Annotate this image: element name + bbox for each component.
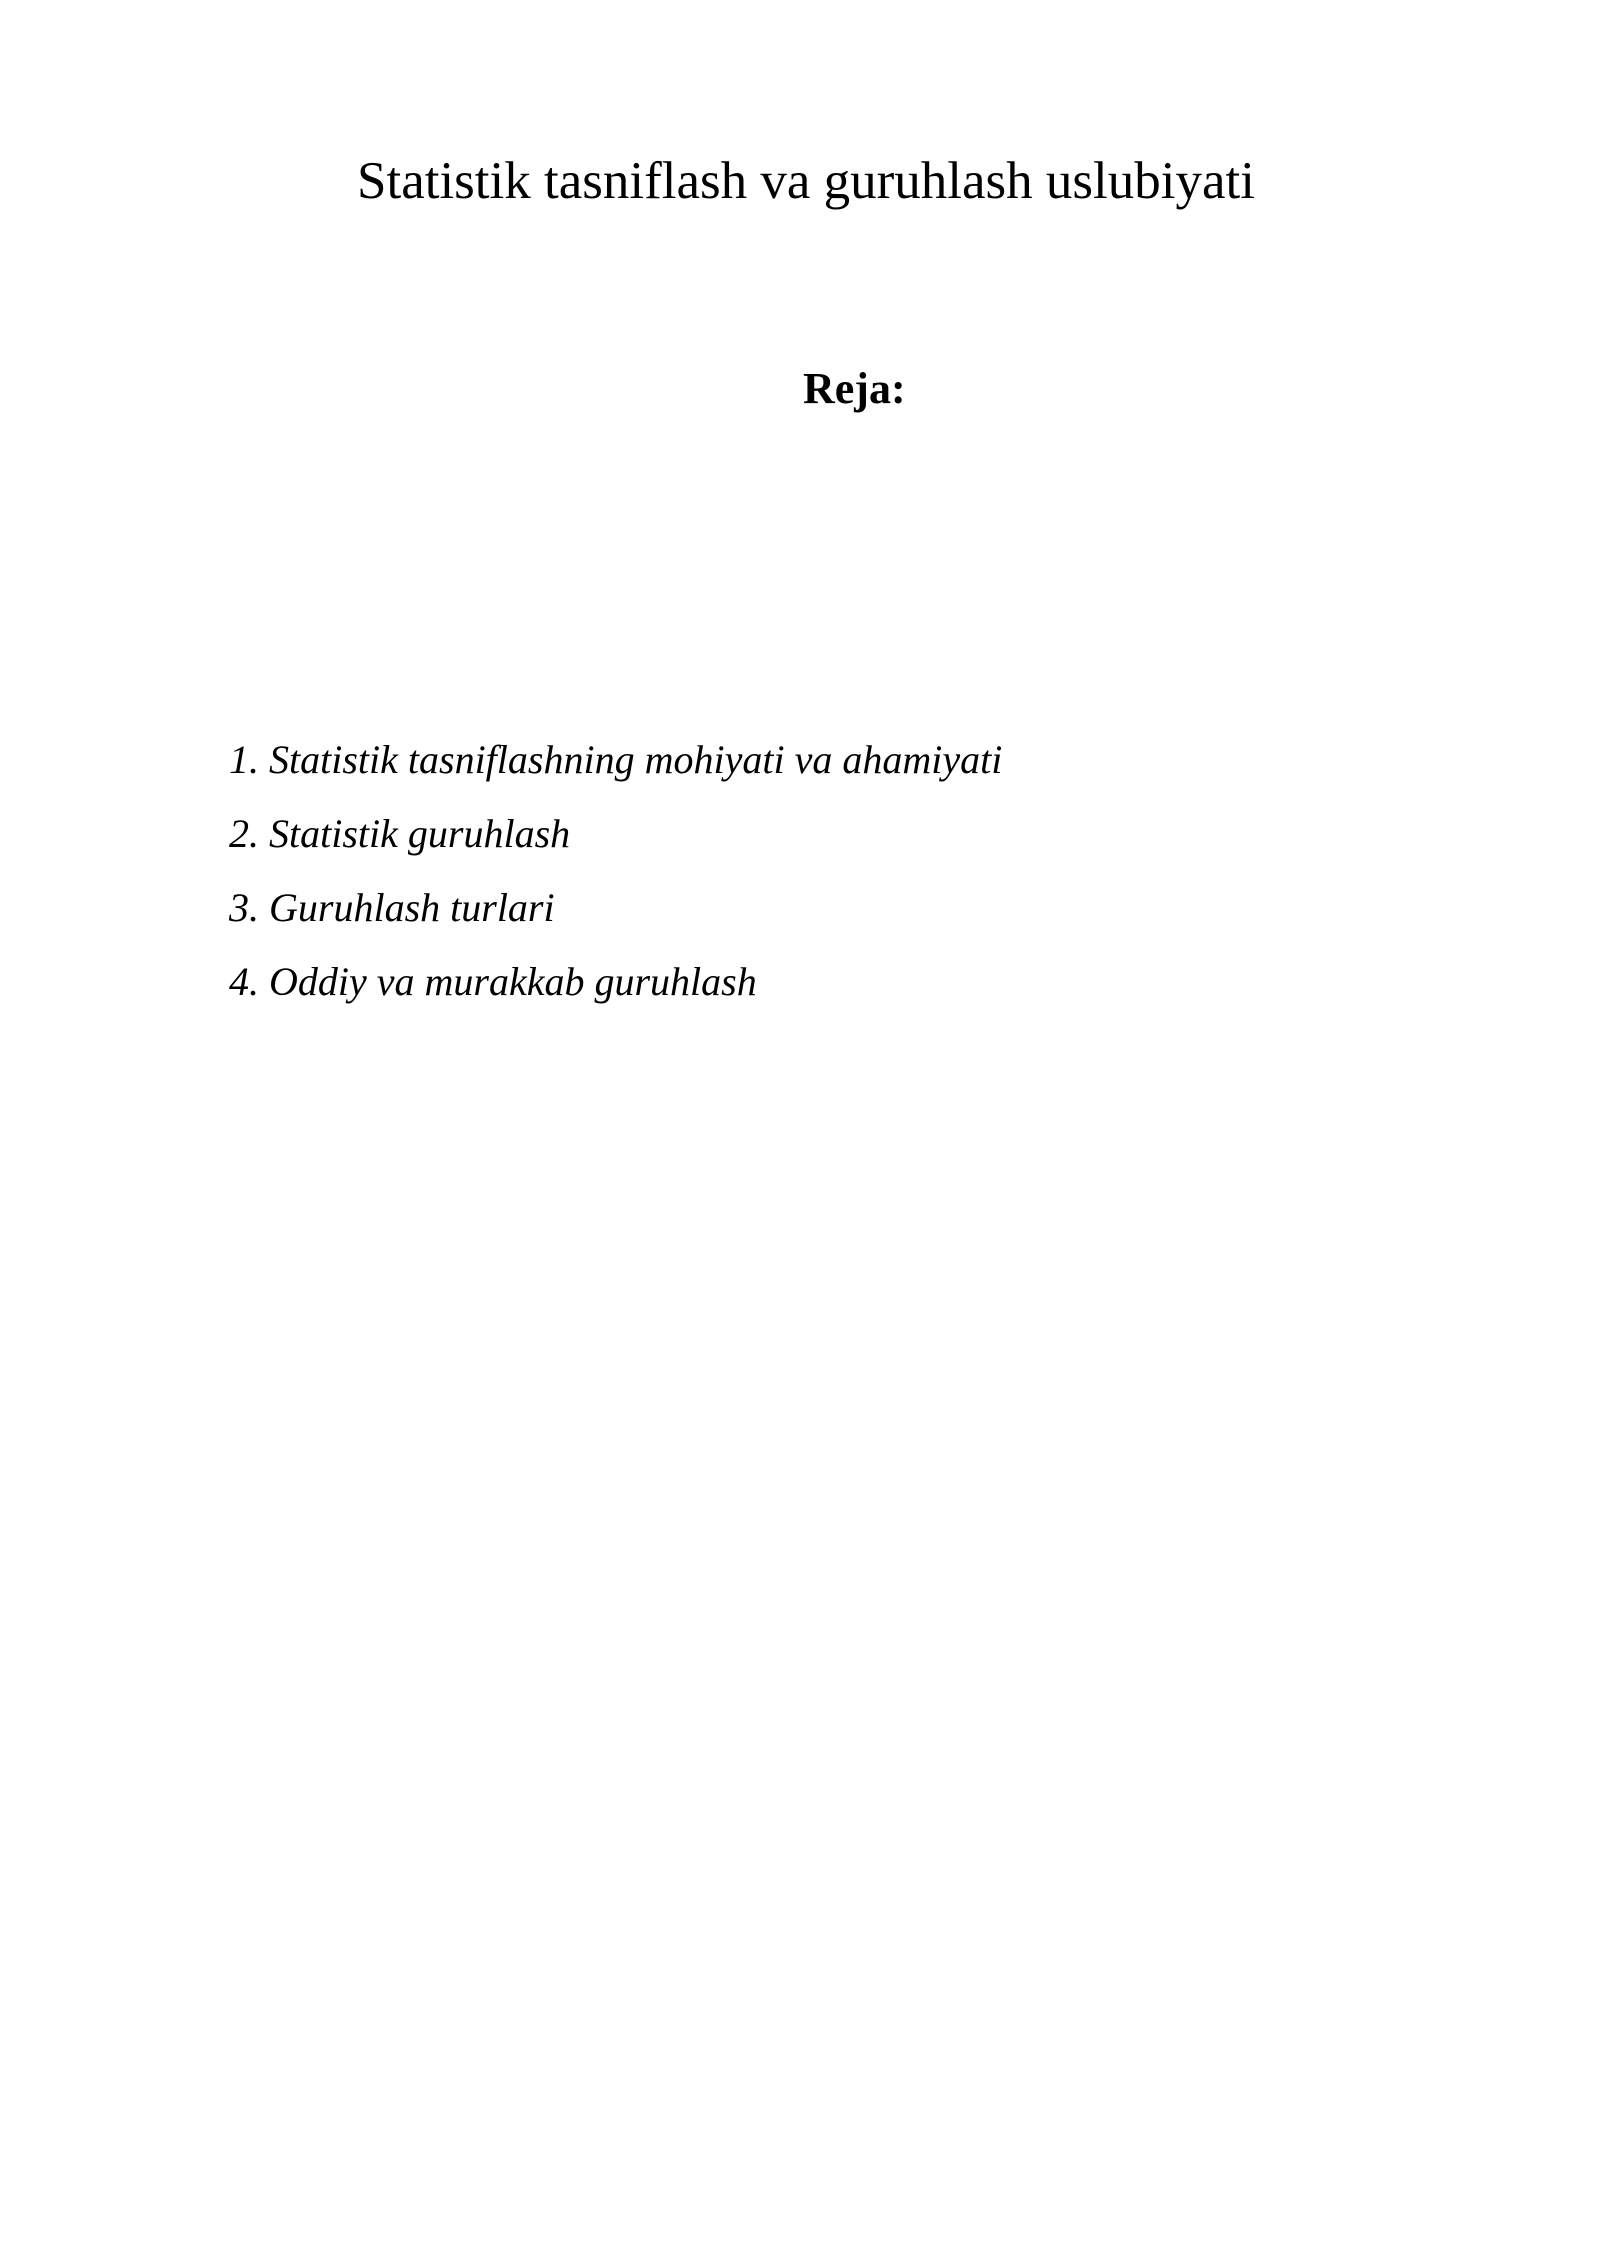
- document-title: Statistik tasniflash va guruhlash uslubiyati: [357, 152, 1255, 210]
- plan-list: [229, 723, 1002, 1019]
- plan-item: 2. Statistik guruhlash: [229, 811, 571, 856]
- plan-item: 3. Guruhlash turlari: [229, 885, 555, 930]
- plan-heading: Reja:: [803, 364, 906, 413]
- plan-item: 1. Statistik tasniflashning mohiyati va ahamiyati: [229, 737, 1003, 782]
- plan-item: 4. Oddiy va murakkab guruhlash: [229, 959, 757, 1004]
